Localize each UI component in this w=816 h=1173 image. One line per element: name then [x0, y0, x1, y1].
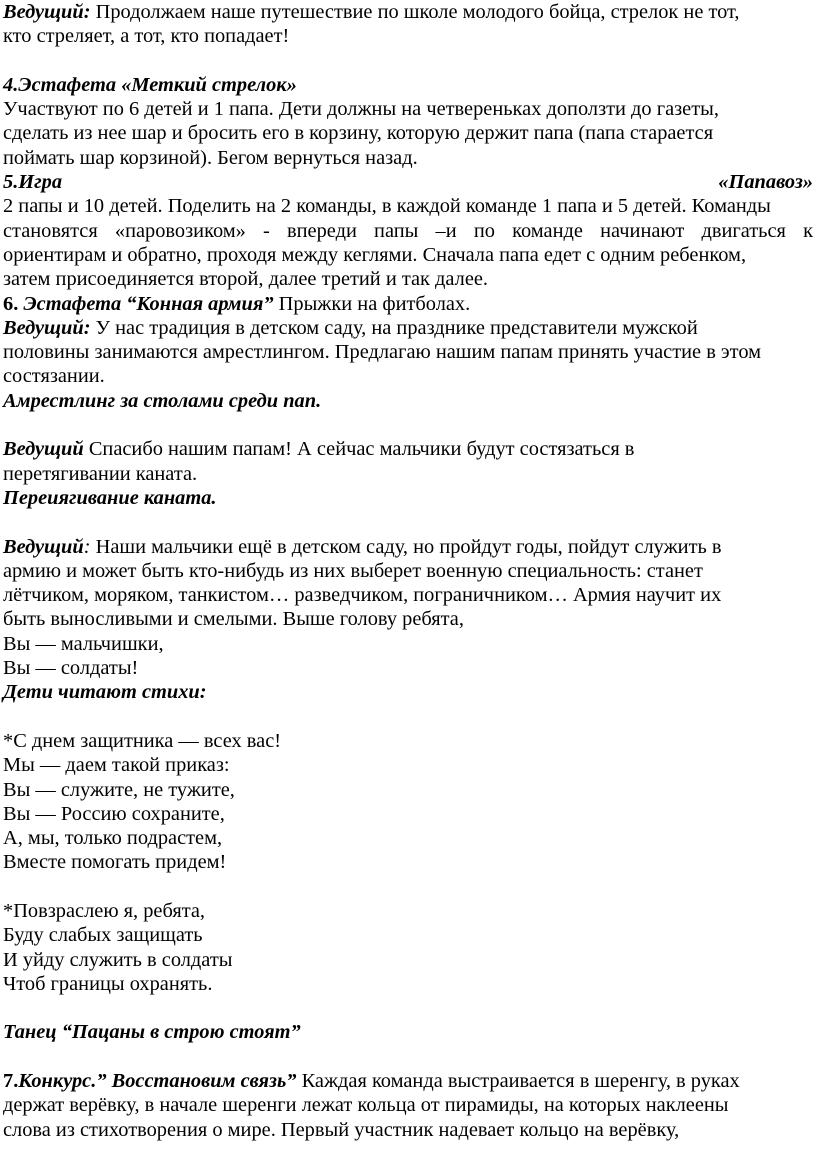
text-line: быть выносливыми и смелыми. Выше голову ребята, [3, 608, 464, 631]
paragraph-host-intro [3, 0, 813, 24]
text-line: перетягивании каната. [3, 462, 198, 485]
text-line: Каждая команда выстраивается в шеренгу, в руках [296, 1070, 740, 1093]
text-line: Участвуют по 6 детей и 1 папа. Дети должны на четвереньках доползти до газеты, [3, 98, 719, 121]
section-title: Конкурс.” Восстановим связь” [18, 1070, 297, 1093]
blank-line [3, 996, 813, 1020]
section-heading-5 [3, 170, 813, 194]
section-heading-4: 4.Эстафета «Меткий стрелок» [3, 73, 297, 96]
heading-left: 5.Игра [3, 171, 63, 194]
blank-line [3, 1045, 813, 1069]
text-line: сделать из нее шар и бросить его в корзину, которую держит папа (папа старается [3, 122, 714, 145]
speaker-label: Ведущий: [3, 316, 91, 339]
text-line: 2 папы и 10 детей. Поделить на 2 команды, в каждой команде 1 папа и 5 детей. Команды [3, 195, 771, 218]
blank-line [3, 705, 813, 729]
text-line: лётчиком, моряком, танкистом… разведчиком, пограничником… Армия научит их [3, 584, 722, 607]
poem-line: Чтоб границы охранять. [3, 972, 213, 995]
section-heading-7 [3, 1069, 813, 1093]
blank-line [3, 510, 813, 534]
poem-line: Вы — служите, не тужите, [3, 778, 235, 801]
poem-line: Вместе помогать придем! [3, 851, 227, 874]
text-line: держат верёвку, в начале шеренги лежат кольца от пирамиды, на которых наклеены [3, 1094, 729, 1117]
paragraph-host-boys [3, 535, 813, 559]
dance-title: Танец “Пацаны в строю стоят” [3, 1021, 301, 1044]
poem-line: *С днем защитника — всех вас! [3, 729, 282, 752]
blank-line [3, 413, 813, 437]
speaker-colon: : [83, 535, 91, 558]
text-line: ориентирам и обратно, проходя между кеглями. Сначала папа едет с одним ребенком, [3, 243, 747, 266]
blank-line [3, 49, 813, 73]
poem-line: *Повзраслею я, ребята, [3, 899, 206, 922]
text-line: Наши мальчики ещё в детском саду, но пройдут годы, пойдут служить в [90, 535, 722, 558]
text-line: армию и может быть кто-нибудь из них выберет военную специальность: станет [3, 559, 703, 582]
text-line: Спасибо нашим папам! А сейчас мальчики будут состязаться в [83, 438, 635, 461]
speaker-label: Ведущий: [3, 1, 91, 23]
text-line: затем присоединяется второй, далее третий и так далее. [3, 268, 489, 291]
text-line: кто стреляет, а тот, кто попадает! [3, 25, 290, 48]
poem-line: А, мы, только подрастем, [3, 827, 223, 850]
poem-1 [3, 729, 813, 875]
poem-line: Мы — даем такой приказ: [3, 754, 230, 777]
text-line: Вы — мальчишки, [3, 632, 164, 655]
heading-right: «Папавоз» [718, 171, 813, 194]
text-line: У нас традиция в детском саду, на празднике представители мужской [90, 316, 698, 339]
poem-line: Буду слабых защищать [3, 924, 203, 947]
section-number: 6. [3, 292, 19, 315]
event-title: Переиягивание каната. [3, 486, 217, 509]
poem-line: И уйду служить в солдаты [3, 948, 233, 971]
speaker-label: Ведущий [3, 438, 84, 461]
text-line: поймать шар корзиной). Бегом вернуться назад. [3, 146, 418, 169]
blank-line [3, 875, 813, 899]
section-heading-6 [3, 292, 813, 316]
section-rest: Прыжки на фитболах. [273, 292, 471, 315]
speaker-label: Ведущий [3, 535, 84, 558]
text-line: состязании. [3, 365, 105, 388]
paragraph-host-tugofwar [3, 437, 813, 461]
text-line: половины занимаются амрестлингом. Предлагаю нашим папам принять участие в этом [3, 341, 762, 364]
section-number: 7. [3, 1070, 19, 1093]
text-line: Вы — солдаты! [3, 657, 139, 680]
event-title: Дети читают стихи: [3, 681, 207, 704]
text-line: Продолжаем наше путешествие по школе молодого бойца, стрелок не тот, [90, 1, 740, 23]
poem-2 [3, 899, 813, 996]
text-line: слова из стихотворения о мире. Первый участник надевает кольцо на верёвку, [3, 1118, 680, 1141]
event-title: Амрестлинг за столами среди пап. [3, 389, 322, 412]
section-title: Эстафета “Конная армия” [18, 292, 274, 315]
text-line-justified: становятся «паровозиком» - впереди папы –и по команде начинают двигаться к [3, 219, 813, 242]
poem-line: Вы — Россию сохраните, [3, 802, 225, 825]
paragraph-host-armwrestling [3, 316, 813, 340]
